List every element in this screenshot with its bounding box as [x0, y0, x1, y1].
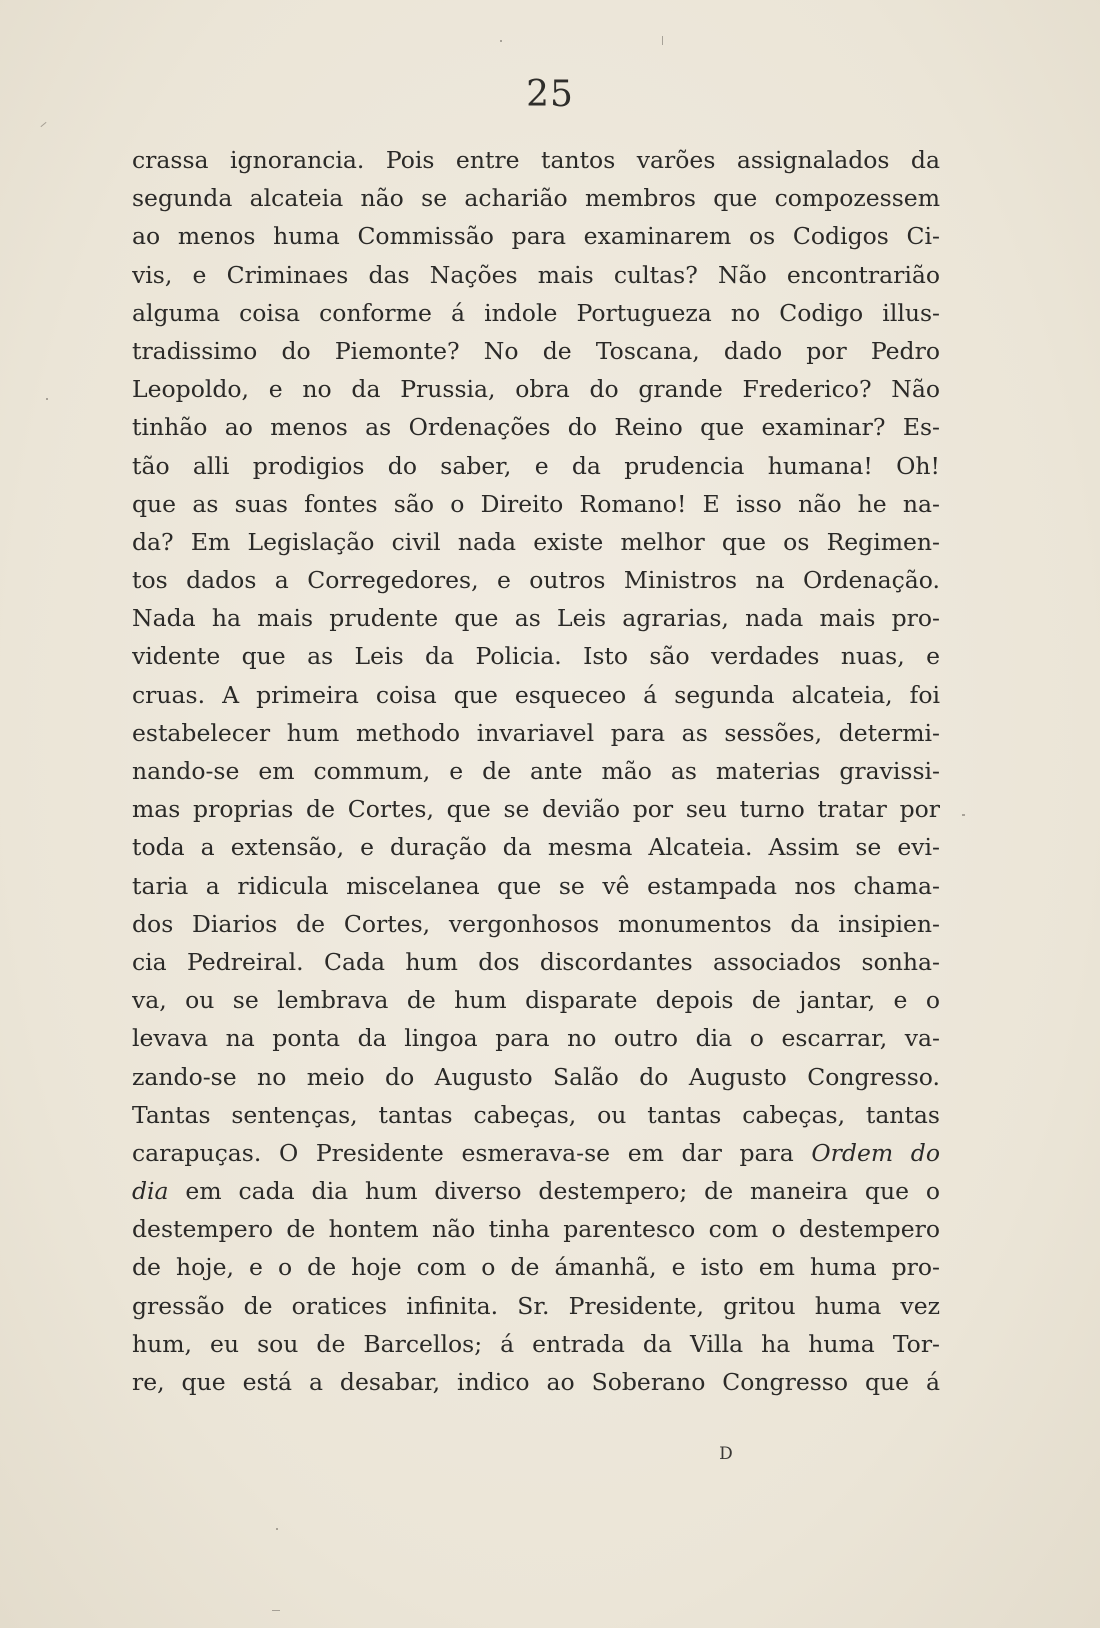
text-line: Tantas sentenças, tantas cabeças, ou tantas cabeças, tantas: [132, 1100, 940, 1129]
text-line: taria a ridicula miscelanea que se vê estampada nos chama-: [132, 871, 940, 900]
text-line: de hoje, e o de hoje com o de ámanhã, e isto em huma pro-: [132, 1253, 940, 1282]
text-line: tão alli prodigios do saber, e da prudencia humana! Oh!: [132, 451, 940, 480]
paper-speck: [272, 1610, 280, 1611]
text-line: Leopoldo, e no da Prussia, obra do grande Frederico? Não: [132, 375, 940, 404]
text-line: mas proprias de Cortes, que se devião por seu turno tratar por: [132, 795, 940, 824]
text-line: toda a extensão, e duração da mesma Alcateia. Assim se evi-: [132, 833, 940, 862]
text-line: dos Diarios de Cortes, vergonhosos monumentos da insipien-: [132, 909, 940, 938]
text-line: hum, eu sou de Barcellos; á entrada da Villa ha huma Tor-: [132, 1329, 940, 1358]
text-line: tos dados a Corregedores, e outros Ministros na Ordenação.: [132, 566, 940, 595]
paper-speck: [276, 1528, 278, 1530]
text-line: levava na ponta da lingoa para no outro dia o escarrar, va-: [132, 1024, 940, 1053]
text-line: carapuças. O Presidente esmerava-se em dar para Ordem do: [132, 1138, 940, 1167]
body-text: [132, 141, 940, 1401]
text-line: tinhão ao menos as Ordenações do Reino que examinar? Es-: [132, 413, 940, 442]
paper-speck: [662, 36, 663, 45]
text-line: vidente que as Leis da Policia. Isto são verdades nuas, e: [132, 642, 940, 671]
text-line: alguma coisa conforme á indole Portugueza no Codigo illus-: [132, 298, 940, 327]
text-line: estabelecer hum methodo invariavel para as sessões, determi-: [132, 718, 940, 747]
text-line: tradissimo do Piemonte? No de Toscana, dado por Pedro: [132, 336, 940, 365]
paper-speck: [40, 122, 46, 127]
text-line: dia em cada dia hum diverso destempero; de maneira que o: [132, 1177, 940, 1206]
text-line: re, que está a desabar, indico ao Soberano Congresso que á: [132, 1368, 940, 1396]
text-line: ao menos huma Commissão para examinarem os Codigos Ci-: [132, 222, 940, 251]
text-line: vis, e Criminaes das Nações mais cultas? Não encontrarião: [132, 260, 940, 289]
italic-phrase: dia: [132, 1177, 169, 1206]
text-line: destempero de hontem não tinha parentesco com o destempero: [132, 1215, 940, 1244]
text-line: Nada ha mais prudente que as Leis agrarias, nada mais pro-: [132, 604, 940, 633]
text-line: da? Em Legislação civil nada existe melhor que os Regimen-: [132, 527, 940, 556]
text-line: segunda alcateia não se acharião membros que compozessem: [132, 184, 940, 213]
text-line: zando-se no meio do Augusto Salão do Augusto Congresso.: [132, 1062, 940, 1091]
text-line: va, ou se lembrava de hum disparate depois de jantar, e o: [132, 986, 940, 1015]
paper-speck: [962, 814, 965, 816]
paper-speck: [500, 40, 502, 42]
text-line: crassa ignorancia. Pois entre tantos varões assignalados da: [132, 146, 940, 174]
signature-mark: D: [719, 1444, 733, 1464]
paper-speck: [46, 398, 48, 400]
italic-phrase: Ordem do: [811, 1138, 940, 1167]
text-line: cruas. A primeira coisa que esqueceo á segunda alcateia, foi: [132, 680, 940, 709]
text-line: gressão de oratices infinita. Sr. Presidente, gritou huma vez: [132, 1291, 940, 1320]
page-number: 25: [526, 74, 574, 115]
text-line: que as suas fontes são o Direito Romano! E isso não he na-: [132, 489, 940, 518]
text-line: nando-se em commum, e de ante mão as materias gravissi-: [132, 757, 940, 785]
text-line: cia Pedreiral. Cada hum dos discordantes associados sonha-: [132, 947, 940, 976]
